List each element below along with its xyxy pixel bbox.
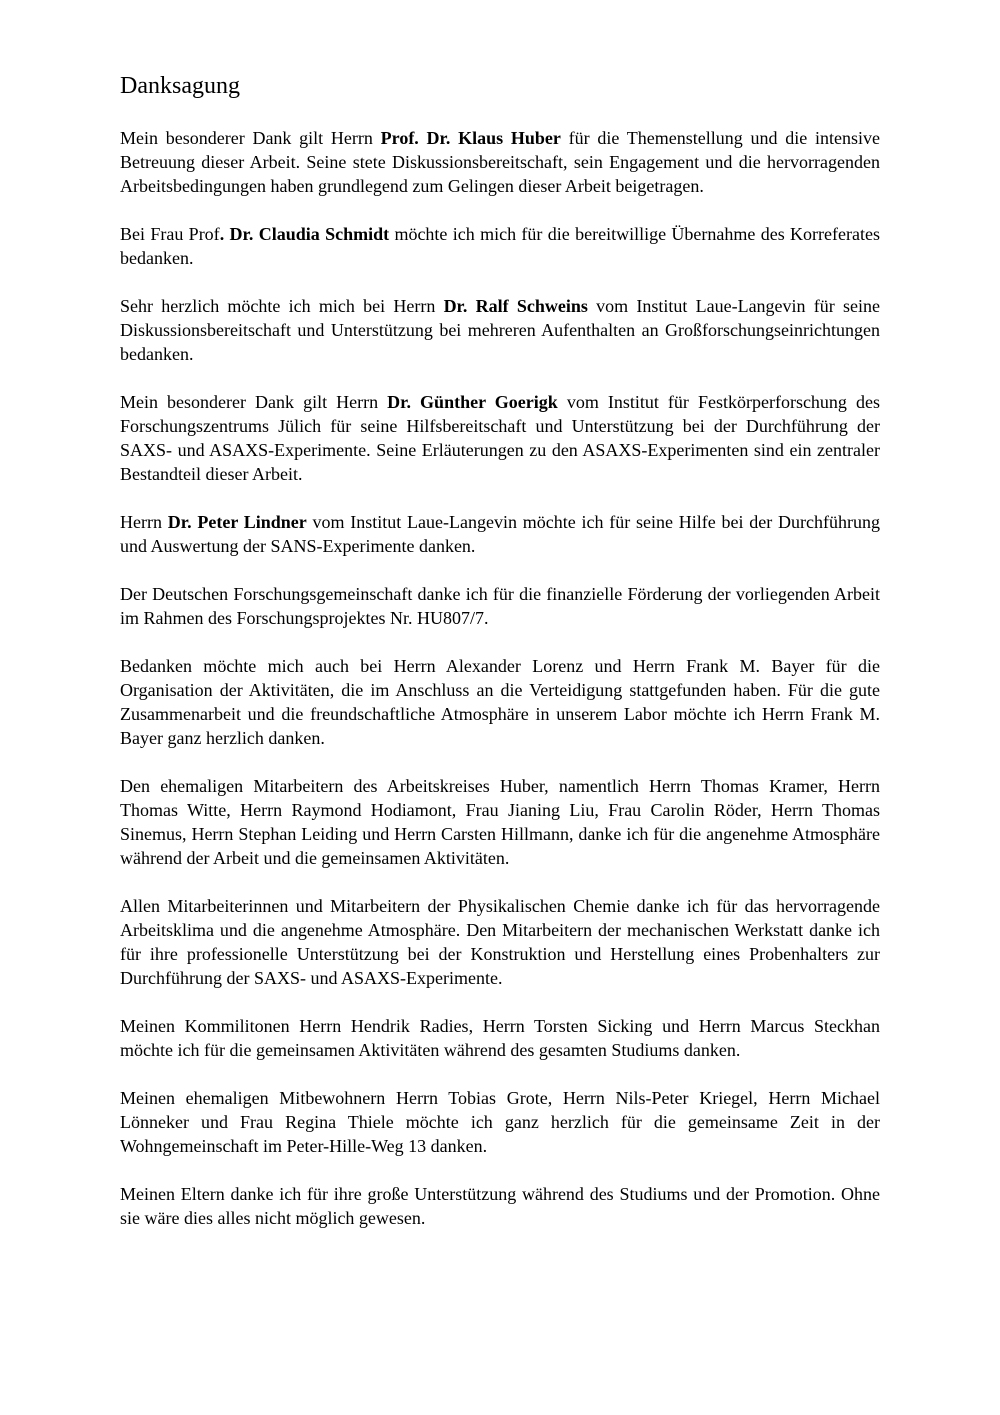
bold-text-run: Prof. Dr. Klaus Huber [380, 128, 561, 148]
text-run: Herrn [120, 512, 168, 532]
paragraph-4 [120, 390, 880, 486]
text-run: vom Institut Laue-Langevin für seine Diskussionsbereitschaft und Unterstützung bei mehreren Aufenthalten an Großforschungseinrichtungen bedanken. [120, 296, 880, 364]
text-run: Mein besonderer Dank gilt Herrn [120, 128, 381, 148]
text-run: Mein besonderer Dank gilt Herrn [120, 392, 388, 412]
text-run: Bedanken möchte mich auch bei Herrn Alexander Lorenz und Herrn Frank M. Bayer für die Organisation der Aktivitäten, die im Anschluss an die Verteidigung stattgefunden haben. Für die gute Zusammenarbeit und die freundschaftliche Atmosphäre in unserem Labor möchte ich Herrn Frank M. Bayer ganz herzlich danken. [120, 656, 880, 748]
bold-text-run: Dr. Ralf Schweins [443, 296, 588, 316]
paragraph-8 [120, 774, 880, 870]
text-run: Allen Mitarbeiterinnen und Mitarbeitern der Physikalischen Chemie danke ich für das hervorragende Arbeitsklima und die angenehme Atmosphäre. Den Mitarbeitern der mechanischen Werkstatt danke ich für ihre professionelle Unterstützung bei der Konstruktion und Herstellung eines Probenhalters zur Durchführung der SAXS- und ASAXS-Experimente. [120, 896, 880, 988]
text-run: vom Institut Laue-Langevin möchte ich für seine Hilfe bei der Durchführung und Auswertung der SANS-Experimente danken. [120, 512, 880, 556]
text-run: Sehr herzlich möchte ich mich bei Herrn [120, 296, 444, 316]
bold-text-run: . Dr. Claudia Schmidt [219, 224, 390, 244]
text-run: Den ehemaligen Mitarbeitern des Arbeitskreises Huber, namentlich Herrn Thomas Kramer, Herrn Thomas Witte, Herrn Raymond Hodiamont, Frau Jianing Liu, Frau Carolin Röder, Herrn Thomas Sinemus, Herrn Stephan Leiding und Herrn Carsten Hillmann, danke ich für die angenehme Atmosphäre während der Arbeit und die gemeinsamen Aktivitäten. [120, 776, 880, 868]
page-title: Danksagung [120, 73, 240, 99]
paragraph-12 [120, 1182, 880, 1230]
text-run: vom Institut für Festkörperforschung des Forschungszentrums Jülich für seine Hilfsbereitschaft und Unterstützung bei der Durchführung der SAXS- und ASAXS-Experimente. Seine Erläuterungen zu den ASAXS-Experimenten sind ein zentraler Bestandteil dieser Arbeit. [120, 392, 880, 484]
paragraph-5 [120, 510, 880, 558]
paragraph-7 [120, 654, 880, 750]
paragraphs-container [120, 126, 880, 1230]
text-run: Bei Frau Prof [120, 224, 220, 244]
paragraph-1 [120, 126, 880, 198]
paragraph-6 [120, 582, 880, 630]
text-run: für die Themenstellung und die intensive Betreuung dieser Arbeit. Seine stete Diskussionsbereitschaft, sein Engagement und die hervorragenden Arbeitsbedingungen haben grundlegend zum Gelingen dieser Arbeit beigetragen. [120, 128, 880, 196]
text-run: möchte ich mich für die bereitwillige Übernahme des Korreferates bedanken. [120, 224, 880, 268]
text-run: Meinen ehemaligen Mitbewohnern Herrn Tobias Grote, Herrn Nils-Peter Kriegel, Herrn Michael Lönneker und Frau Regina Thiele möchte ich ganz herzlich für die gemeinsame Zeit in der Wohngemeinschaft im Peter-Hille-Weg 13 danken. [120, 1088, 880, 1156]
bold-text-run: Dr. Günther Goerigk [387, 392, 558, 412]
paragraph-11 [120, 1086, 880, 1158]
paragraph-9 [120, 894, 880, 990]
paragraph-2 [120, 222, 880, 270]
text-run: Meinen Eltern danke ich für ihre große Unterstützung während des Studiums und der Promotion. Ohne sie wäre dies alles nicht möglich gewesen. [120, 1184, 880, 1228]
bold-text-run: Dr. Peter Lindner [167, 512, 307, 532]
text-run: Meinen Kommilitonen Herrn Hendrik Radies, Herrn Torsten Sicking und Herrn Marcus Steckhan möchte ich für die gemeinsamen Aktivitäten während des gesamten Studiums danken. [120, 1016, 880, 1060]
paragraph-3 [120, 294, 880, 366]
paragraph-10 [120, 1014, 880, 1062]
text-run: Der Deutschen Forschungsgemeinschaft danke ich für die finanzielle Förderung der vorliegenden Arbeit im Rahmen des Forschungsprojektes Nr. HU807/7. [120, 584, 880, 628]
